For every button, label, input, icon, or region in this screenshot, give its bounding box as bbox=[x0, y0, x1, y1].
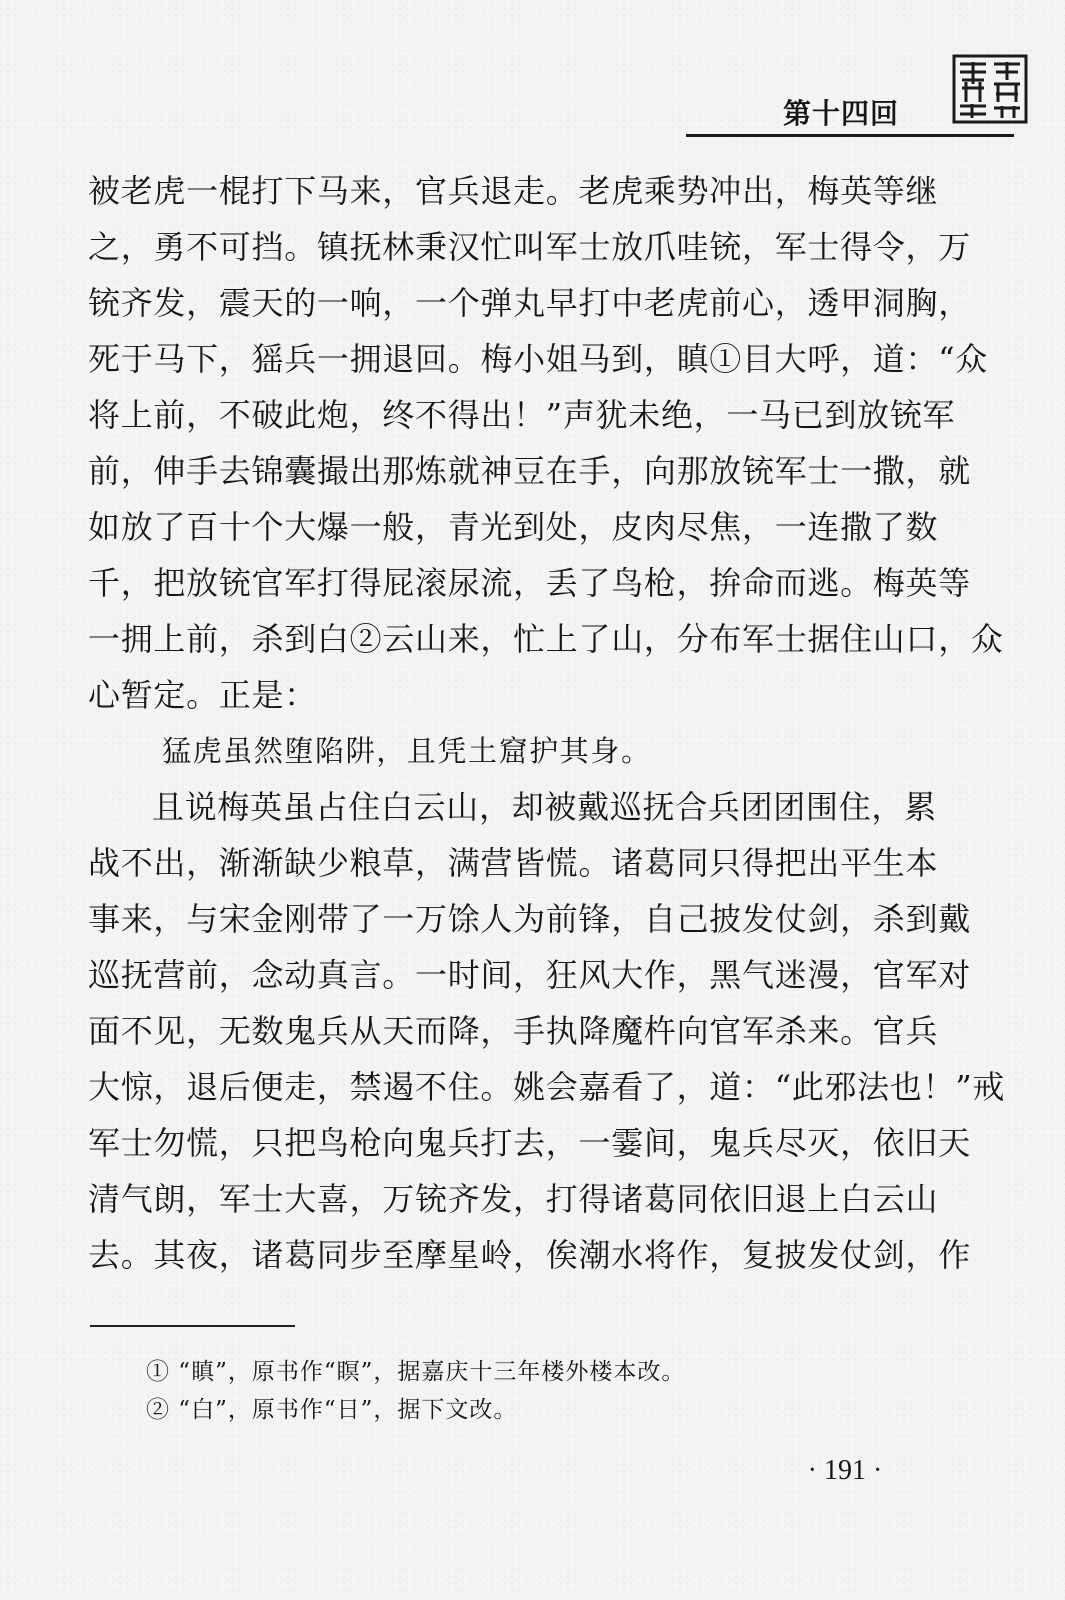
text-line: 被老虎一棍打下马来，官兵退走。老虎乘势冲出，梅英等继 bbox=[88, 172, 939, 210]
text-line: 将上前，不破此炮，终不得出！”声犹未绝，一马已到放铳军 bbox=[88, 396, 956, 434]
text-line: 千，把放铳官军打得屁滚尿流，丢了鸟枪，拚命而逃。梅英等 bbox=[88, 564, 971, 602]
seal-logo bbox=[952, 54, 1028, 124]
text-line: 事来，与宋金刚带了一万馀人为前锋，自己披发仗剑，杀到戴 bbox=[88, 900, 971, 938]
seal-icon bbox=[952, 54, 1028, 124]
footnote-2: ② “白”，原书作“日”，据下文改。 bbox=[146, 1397, 518, 1423]
footnote-divider bbox=[90, 1325, 295, 1327]
text-line: 大惊，退后便走，禁遏不住。姚会嘉看了，道：“此邪法也！”戒 bbox=[88, 1068, 1006, 1106]
text-line: 面不见，无数鬼兵从天而降，手执降魔杵向官军杀来。官兵 bbox=[88, 1012, 939, 1050]
header-divider bbox=[686, 134, 1014, 137]
verse-line: 猛虎虽然堕陷阱，且凭土窟护其身。 bbox=[162, 734, 652, 768]
text-line: 巡抚营前，念动真言。一时间，狂风大作，黑气迷漫，官军对 bbox=[88, 956, 971, 994]
text-line: 前，伸手去锦囊撮出那炼就神豆在手，向那放铳军士一撒，就 bbox=[88, 452, 971, 490]
main-text bbox=[88, 163, 1006, 1283]
text-line: 铳齐发，震天的一响，一个弹丸早打中老虎前心，透甲洞胸， bbox=[88, 284, 971, 322]
text-line: 之，勇不可挡。镇抚林秉汉忙叫军士放爪哇铳，军士得令，万 bbox=[88, 228, 971, 266]
text-line: 清气朗，军士大喜，万铳齐发，打得诸葛同依旧退上白云山 bbox=[88, 1180, 939, 1218]
text-line: 心暂定。正是： bbox=[88, 676, 317, 714]
paragraph-start-line: 且说梅英虽占住白云山，却被戴巡抚合兵团团围住，累 bbox=[152, 788, 937, 826]
text-line: 死于马下，猺兵一拥退回。梅小姐马到，瞋①目大呼，道：“众 bbox=[88, 340, 988, 378]
footnotes bbox=[146, 1353, 906, 1429]
footnote-1: ① “瞋”，原书作“瞑”，据嘉庆十三年楼外楼本改。 bbox=[146, 1359, 686, 1385]
text-line: 一拥上前，杀到白②云山来，忙上了山，分布军士据住山口，众 bbox=[88, 620, 1004, 658]
chapter-header: 第十四回 bbox=[783, 97, 900, 130]
text-line: 去。其夜，诸葛同步至摩星岭，俟潮水将作，复披发仗剑，作 bbox=[88, 1236, 971, 1274]
text-line: 军士勿慌，只把鸟枪向鬼兵打去，一霎间，鬼兵尽灭，依旧天 bbox=[88, 1124, 971, 1162]
text-line: 战不出，渐渐缺少粮草，满营皆慌。诸葛同只得把出平生本 bbox=[88, 844, 939, 882]
page-number: · 191 · bbox=[807, 1455, 883, 1486]
text-line: 如放了百十个大爆一般，青光到处，皮肉尽焦，一连撒了数 bbox=[88, 508, 939, 546]
